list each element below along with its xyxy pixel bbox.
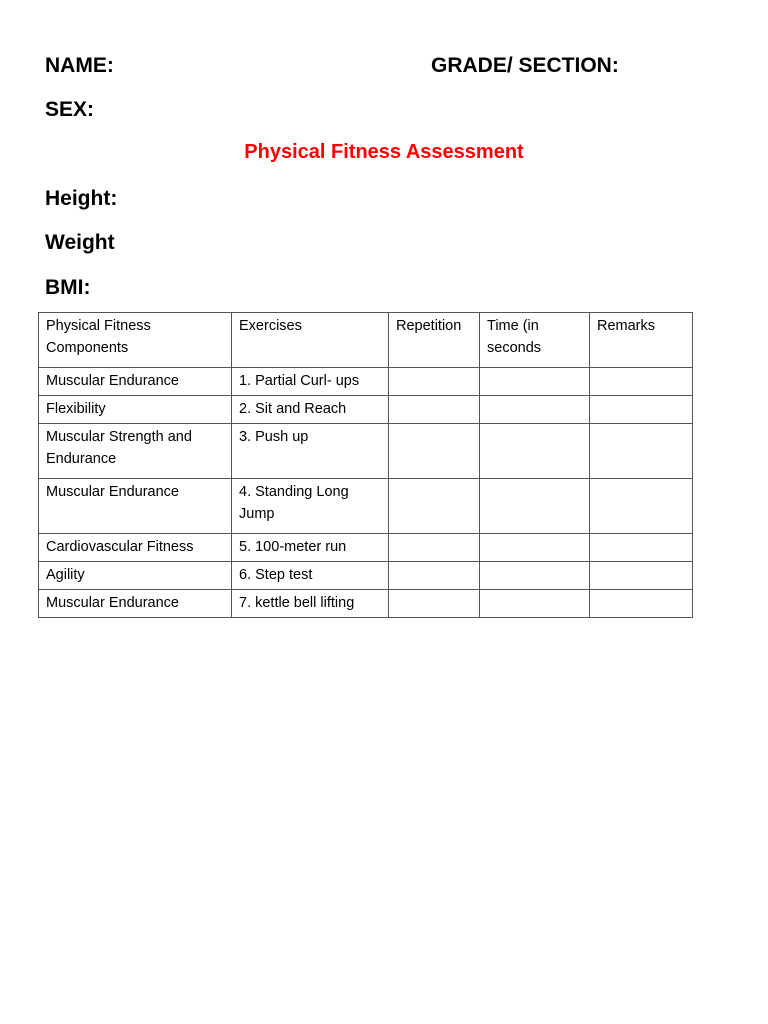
repetition-cell[interactable] <box>389 368 480 396</box>
grade-section-label: GRADE/ SECTION: <box>431 54 619 77</box>
time-cell[interactable] <box>480 562 590 590</box>
component-cell: Muscular Endurance <box>39 368 232 396</box>
remarks-cell[interactable] <box>590 396 693 424</box>
remarks-cell[interactable] <box>590 534 693 562</box>
table-row <box>39 396 693 424</box>
table-row <box>39 590 693 618</box>
fitness-table <box>38 312 693 618</box>
component-cell: Cardiovascular Fitness <box>39 534 232 562</box>
remarks-cell[interactable] <box>590 424 693 479</box>
column-header: Exercises <box>232 313 389 368</box>
repetition-cell[interactable] <box>389 534 480 562</box>
remarks-cell[interactable] <box>590 590 693 618</box>
repetition-cell[interactable] <box>389 424 480 479</box>
component-cell: Muscular Endurance <box>39 590 232 618</box>
exercise-cell: 6. Step test <box>232 562 389 590</box>
time-cell[interactable] <box>480 424 590 479</box>
column-header: Repetition <box>389 313 480 368</box>
column-header: Physical Fitness Components <box>39 313 232 368</box>
remarks-cell[interactable] <box>590 368 693 396</box>
component-cell: Muscular Strength and Endurance <box>39 424 232 479</box>
component-cell: Flexibility <box>39 396 232 424</box>
component-cell: Agility <box>39 562 232 590</box>
time-cell[interactable] <box>480 368 590 396</box>
repetition-cell[interactable] <box>389 396 480 424</box>
column-header: Time (in seconds <box>480 313 590 368</box>
exercise-cell: 1. Partial Curl- ups <box>232 368 389 396</box>
table-row <box>39 368 693 396</box>
exercise-cell: 4. Standing Long Jump <box>232 479 389 534</box>
bmi-label: BMI: <box>45 276 91 299</box>
table-row <box>39 424 693 479</box>
weight-label: Weight <box>45 231 115 254</box>
repetition-cell[interactable] <box>389 562 480 590</box>
time-cell[interactable] <box>480 534 590 562</box>
exercise-cell: 7. kettle bell lifting <box>232 590 389 618</box>
time-cell[interactable] <box>480 590 590 618</box>
table-row <box>39 562 693 590</box>
remarks-cell[interactable] <box>590 562 693 590</box>
page-title: Physical Fitness Assessment <box>244 141 524 163</box>
table-header-row <box>39 313 693 368</box>
time-cell[interactable] <box>480 479 590 534</box>
height-label: Height: <box>45 187 118 210</box>
table-row <box>39 534 693 562</box>
component-cell: Muscular Endurance <box>39 479 232 534</box>
exercise-cell: 2. Sit and Reach <box>232 396 389 424</box>
table-row <box>39 479 693 534</box>
repetition-cell[interactable] <box>389 590 480 618</box>
exercise-cell: 5. 100-meter run <box>232 534 389 562</box>
sex-label: SEX: <box>45 98 95 121</box>
name-label: NAME: <box>45 54 114 77</box>
remarks-cell[interactable] <box>590 479 693 534</box>
exercise-cell: 3. Push up <box>232 424 389 479</box>
column-header: Remarks <box>590 313 693 368</box>
repetition-cell[interactable] <box>389 479 480 534</box>
time-cell[interactable] <box>480 396 590 424</box>
